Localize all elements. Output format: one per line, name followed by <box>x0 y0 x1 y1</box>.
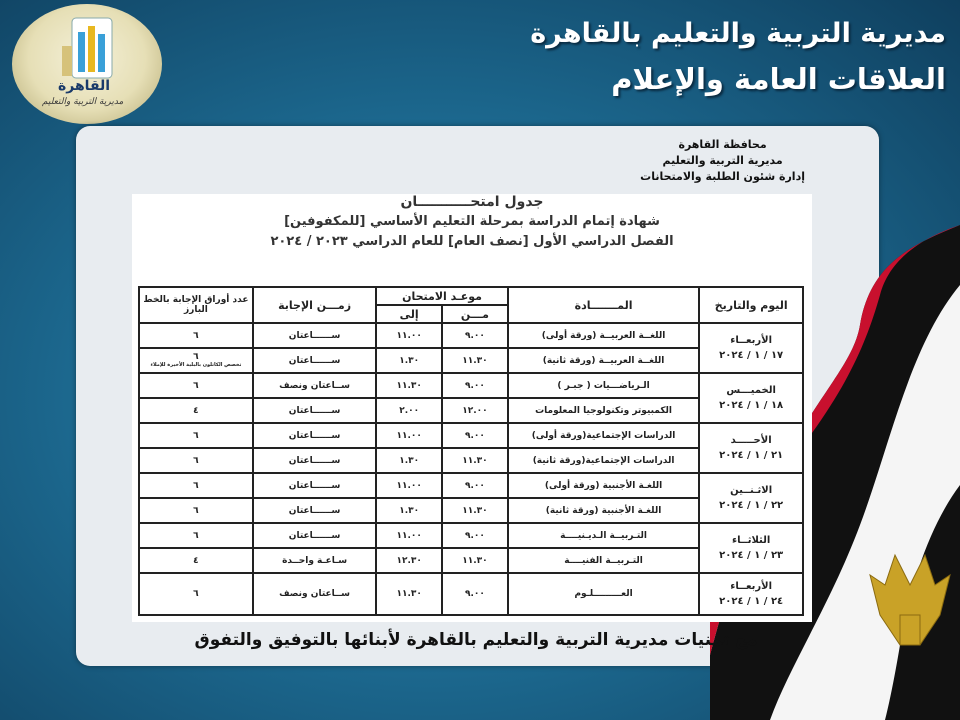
subject-cell: التـربيــة الفنيــــة <box>508 548 700 573</box>
header-directorate: مديرية التربية والتعليم بالقاهرة <box>530 18 946 49</box>
header-to: إلى <box>376 305 442 323</box>
answer-sheets-count: ٦ <box>193 430 199 441</box>
day-name: الأربعــاء <box>730 581 773 592</box>
subject-cell: اللغــة العربيــة (ورقة أولى) <box>508 323 700 348</box>
header-duration: زمـــن الإجابة <box>253 287 376 323</box>
schedule-body <box>139 323 803 615</box>
answer-sheets-count: ٦ <box>193 530 199 541</box>
day-name: الأحـــــد <box>730 435 772 446</box>
header-pr-media: العلاقات العامة والإعلام <box>611 62 946 96</box>
subject-cell: الدراسات الإجتماعية(ورقة ثانية) <box>508 448 700 473</box>
sender-directorate: مديرية التربية والتعليم <box>662 154 783 167</box>
footer-message <box>0 630 960 650</box>
answer-sheets-cell <box>139 373 253 398</box>
header-subject: المـــــــادة <box>508 287 700 323</box>
answer-sheets-count: ٦ <box>193 380 199 391</box>
sender-department: إدارة شئون الطلبة والامتحانات <box>640 170 805 183</box>
footer-text: مع تمنيات مديرية التربية والتعليم بالقاهرة لأبنائها بالتوفيق والتفوق <box>194 630 758 650</box>
header-exam-time: موعـد الامتحان <box>376 287 507 305</box>
logo-subtitle: مديرية التربية والتعليم <box>42 97 124 107</box>
duration-cell: ســــــاعتان <box>253 523 376 548</box>
exam-schedule-document <box>132 194 812 622</box>
exam-date: ٢٣ / ١ / ٢٠٢٤ <box>719 550 784 561</box>
answer-sheets-count: ٤ <box>193 555 199 566</box>
to-time-cell: ١١.٠٠ <box>376 323 442 348</box>
answer-sheets-cell <box>139 448 253 473</box>
answer-sheets-cell <box>139 323 253 348</box>
duration-cell: ســــــاعتان <box>253 423 376 448</box>
from-time-cell: ٩.٠٠ <box>442 473 508 498</box>
header-day-date: اليوم والتاريخ <box>699 287 803 323</box>
answer-sheets-count: ٦ <box>193 455 199 466</box>
answer-sheets-cell <box>139 348 253 373</box>
table-row <box>139 473 803 498</box>
table-row <box>139 573 803 615</box>
subject-cell: الدراسات الإجتماعية(ورقة أولى) <box>508 423 700 448</box>
day-name: الخميـــس <box>726 385 776 396</box>
to-time-cell: ١١.٠٠ <box>376 473 442 498</box>
subject-cell: الكمبيوتر وتكنولوجيا المعلومات <box>508 398 700 423</box>
from-time-cell: ٩.٠٠ <box>442 423 508 448</box>
doc-title: جدول امتحـــــــــــان <box>400 194 544 210</box>
table-row <box>139 523 803 548</box>
from-time-cell: ١١.٣٠ <box>442 498 508 523</box>
from-time-cell: ١١.٣٠ <box>442 448 508 473</box>
doc-term-title: الفصل الدراسي الأول [نصف العام] للعام الدراسي ٢٠٢٣ / ٢٠٢٤ <box>270 234 674 249</box>
duration-cell: ســــــاعتان <box>253 498 376 523</box>
from-time-cell: ١١.٣٠ <box>442 348 508 373</box>
subject-cell: اللغــة العربيــة (ورقة ثانية) <box>508 348 700 373</box>
subject-cell: اللغـة الأجنبية (ورقة أولى) <box>508 473 700 498</box>
exam-date: ٢٤ / ١ / ٢٠٢٤ <box>719 596 784 607</box>
answer-sheets-count: ٦ <box>193 505 199 516</box>
subject-cell: العـــــــــلـوم <box>508 573 700 615</box>
duration-cell: ســــــاعتان <box>253 348 376 373</box>
day-date-cell <box>699 523 803 573</box>
answer-sheets-note: تخصص الكاتلون بالبلية الأخيرة للإملاء <box>150 362 242 368</box>
logo-emblem <box>12 4 162 124</box>
exam-schedule-table <box>138 286 804 616</box>
subject-cell: التـربيــة الـديـنيــــة <box>508 523 700 548</box>
to-time-cell: ١.٣٠ <box>376 498 442 523</box>
duration-cell: ســــــاعتان <box>253 448 376 473</box>
answer-sheets-cell <box>139 498 253 523</box>
duration-cell: ســــــاعتان <box>253 398 376 423</box>
duration-cell: ســاعتان ونصف <box>253 373 376 398</box>
duration-cell: ســاعتان ونصف <box>253 573 376 615</box>
header-from: مـــن <box>442 305 508 323</box>
to-time-cell: ١.٣٠ <box>376 348 442 373</box>
answer-sheets-cell <box>139 548 253 573</box>
to-time-cell: ١١.٠٠ <box>376 523 442 548</box>
to-time-cell: ٢.٠٠ <box>376 398 442 423</box>
day-date-cell <box>699 473 803 523</box>
exam-date: ٢٢ / ١ / ٢٠٢٤ <box>719 500 784 511</box>
from-time-cell: ١١.٣٠ <box>442 548 508 573</box>
day-date-cell <box>699 323 803 373</box>
answer-sheets-count: ٦ <box>193 589 199 599</box>
from-time-cell: ٩.٠٠ <box>442 523 508 548</box>
answer-sheets-cell <box>139 473 253 498</box>
answer-sheets-cell <box>139 523 253 548</box>
from-time-cell: ٩.٠٠ <box>442 373 508 398</box>
table-row <box>139 373 803 398</box>
exam-date: ١٨ / ١ / ٢٠٢٤ <box>719 400 784 411</box>
answer-sheets-count: ٦ <box>193 480 199 491</box>
subject-cell: الـرياضـــيات ( جبـر ) <box>508 373 700 398</box>
sender-block <box>640 137 805 185</box>
sender-governorate: محافظة القاهرة <box>678 138 767 151</box>
answer-sheets-count: ٤ <box>193 405 199 416</box>
table-row <box>139 323 803 348</box>
answer-sheets-count: ٦ <box>193 352 199 362</box>
from-time-cell: ٩.٠٠ <box>442 323 508 348</box>
answer-sheets-cell <box>139 573 253 615</box>
day-date-cell <box>699 573 803 615</box>
day-name: الاثـنــين <box>730 485 773 496</box>
from-time-cell: ١٢.٠٠ <box>442 398 508 423</box>
day-date-cell <box>699 423 803 473</box>
to-time-cell: ١٢.٣٠ <box>376 548 442 573</box>
doc-certificate-title: شهادة إتمام الدراسة بمرحلة التعليم الأساسي [للمكفوفين] <box>284 214 660 229</box>
duration-cell: ســــــاعتان <box>253 323 376 348</box>
day-name: الثلاثــاء <box>731 535 771 546</box>
table-row <box>139 423 803 448</box>
header-answer-sheets: عدد أوراق الإجابة بالخط البارز <box>139 287 253 323</box>
duration-cell: ســــــاعتان <box>253 473 376 498</box>
answer-sheets-cell <box>139 423 253 448</box>
to-time-cell: ١١.٠٠ <box>376 423 442 448</box>
logo-name: القاهرة <box>58 78 111 94</box>
day-date-cell <box>699 373 803 423</box>
to-time-cell: ١.٣٠ <box>376 448 442 473</box>
exam-date: ٢١ / ١ / ٢٠٢٤ <box>719 450 784 461</box>
from-time-cell: ٩.٠٠ <box>442 573 508 615</box>
subject-cell: اللغـة الأجنبية (ورقة ثانية) <box>508 498 700 523</box>
exam-date: ١٧ / ١ / ٢٠٢٤ <box>719 350 784 361</box>
duration-cell: سـاعـة واحــدة <box>253 548 376 573</box>
to-time-cell: ١١.٣٠ <box>376 573 442 615</box>
answer-sheets-count: ٦ <box>193 330 199 341</box>
answer-sheets-cell <box>139 398 253 423</box>
to-time-cell: ١١.٣٠ <box>376 373 442 398</box>
day-name: الأربعــاء <box>730 335 773 346</box>
